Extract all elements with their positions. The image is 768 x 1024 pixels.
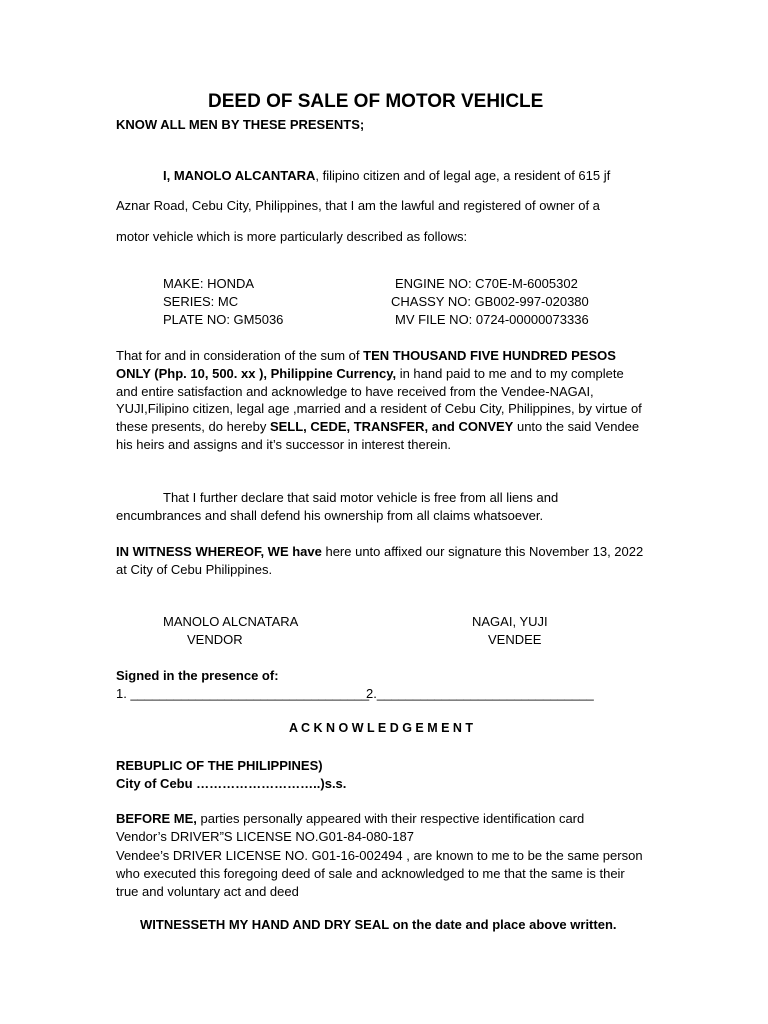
vendor-role: VENDOR <box>187 632 243 647</box>
presence-label: Signed in the presence of: <box>116 668 279 683</box>
before-me-text: parties personally appeared with their respective identification card <box>196 811 585 826</box>
vendor-name: MANOLO ALCNATARA <box>163 614 299 629</box>
vehicle-make: MAKE: HONDA <box>163 276 255 291</box>
document-title: DEED OF SALE OF MOTOR VEHICLE <box>208 91 544 112</box>
witness-text: here unto affixed our signature this November 13, 2022 at City of Cebu Philippines. <box>116 544 644 577</box>
vehicle-plate: PLATE NO: GM5036 <box>163 312 284 327</box>
intro-line-1 <box>163 168 610 183</box>
know-all-heading: KNOW ALL MEN BY THESE PRESENTS; <box>116 117 365 132</box>
republic-line: REBUPLIC OF THE PHILIPPINES) <box>116 758 323 773</box>
intro-line-2: Aznar Road, Cebu City, Philippines, that I am the lawful and registered of owner of a <box>116 198 600 213</box>
witness-bold: IN WITNESS WHEREOF, WE have <box>116 544 322 559</box>
consideration-text-1: That for and in consideration of the sum of <box>116 348 364 363</box>
vehicle-mv-file: MV FILE NO: 0724-00000073336 <box>395 312 589 327</box>
vendee-license-paragraph: Vendee’s DRIVER LICENSE NO. G01-16-002494 , are known to me to be the same person who executed this foregoing deed of sale and acknowledged to me that the same is their true and voluntary act and deed <box>116 848 643 899</box>
consideration-text-3: unto the said Vendee his heirs and assigns and it’s successor in interest therein. <box>116 419 640 452</box>
witnesseth-text: on the date and place above written. <box>388 917 617 932</box>
consideration-paragraph <box>116 347 646 454</box>
city-line: City of Cebu ………………………..)s.s. <box>116 776 347 791</box>
witnesseth-line <box>140 917 617 932</box>
witness-paragraph <box>116 543 646 579</box>
vendee-role: VENDEE <box>488 632 542 647</box>
intro-line-3: motor vehicle which is more particularly described as follows: <box>116 229 468 244</box>
consideration-amount: TEN THOUSAND FIVE HUNDRED PESOS ONLY (Php. 10, 500. xx ), Philippine Currency, <box>116 348 616 381</box>
witness-line-1: 1. _________________________________ <box>116 686 370 701</box>
vehicle-engine: ENGINE NO: C70E-M-6005302 <box>395 276 578 291</box>
before-me-line <box>116 811 584 826</box>
consideration-verbs: SELL, CEDE, TRANSFER, and CONVEY <box>269 419 514 435</box>
declare-paragraph: That I further declare that said motor vehicle is free from all liens and encumbrances and shall defend his ownership from all claims whatsoever. <box>116 490 559 523</box>
vendor-license-line: Vendor’s DRIVER”S LICENSE NO.G01-84-080-187 <box>116 829 414 844</box>
vehicle-chassy: CHASSY NO: GB002-997-020380 <box>391 294 589 309</box>
seller-name: I, MANOLO ALCANTARA <box>163 168 316 183</box>
vehicle-series: SERIES: MC <box>163 294 239 309</box>
consideration-text-2: in hand paid to me and to my complete and entire satisfaction and acknowledge to have received from the Vendee-NAGAI, YUJI,Filipino citizen, legal age ,married and a resident of Cebu City, Philippines, by virtue of these presents, do hereby <box>116 365 642 435</box>
before-me-bold: BEFORE ME, <box>116 811 197 826</box>
vendee-name: NAGAI, YUJI <box>472 614 548 629</box>
witness-line-2: 2.______________________________ <box>366 686 594 701</box>
witnesseth-bold: WITNESSETH MY HAND AND DRY SEAL <box>140 917 389 932</box>
acknowledgement-heading: A C K N O W L E D G E M E N T <box>289 721 474 735</box>
intro-line-1-text: , filipino citizen and of legal age, a resident of 615 jf <box>315 168 611 183</box>
